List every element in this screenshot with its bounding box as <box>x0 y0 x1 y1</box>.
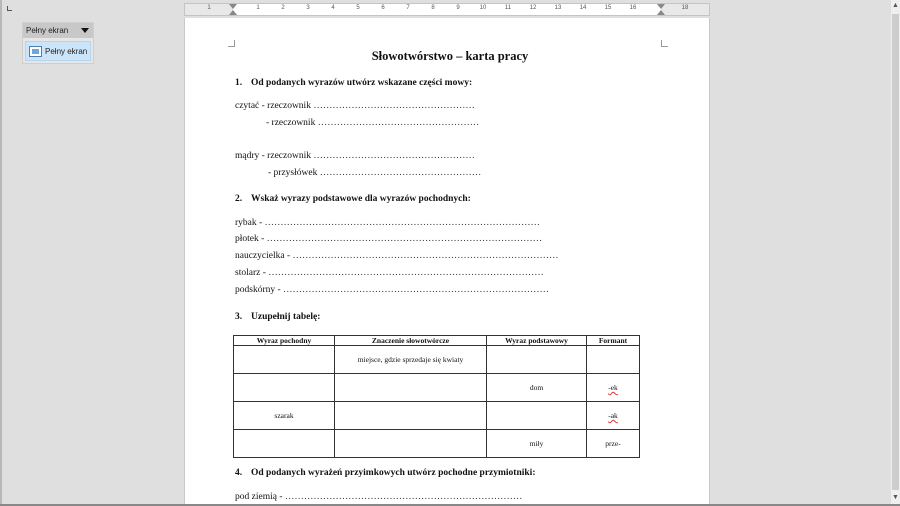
table-cell[interactable] <box>234 430 335 458</box>
ruler-tick: 12 <box>529 5 537 11</box>
table-row <box>234 346 640 374</box>
left-indent-marker[interactable] <box>229 4 237 15</box>
table-cell[interactable]: miejsce, gdzie sprzedaje się kwiaty <box>335 346 487 374</box>
table-row <box>234 430 640 458</box>
column-header: Wyraz pochodny <box>234 336 335 346</box>
ruler-tick: 18 <box>681 5 689 11</box>
line-text: pod ziemią - <box>235 492 285 502</box>
column-header: Wyraz podstawowy <box>487 336 587 346</box>
section-number: 1. <box>235 78 243 88</box>
ruler-tick: 10 <box>479 5 487 11</box>
document-title: Słowotwórstwo – karta pracy <box>371 49 529 63</box>
ruler-tick: 9 <box>456 5 460 11</box>
exercise-line <box>235 285 549 295</box>
answer-blank: …………………………………………………………………………… <box>266 234 543 244</box>
table-header-row <box>234 336 640 346</box>
table-cell[interactable] <box>487 402 587 430</box>
line-text: - przysłówek <box>268 168 320 178</box>
section-number: 4. <box>235 468 243 478</box>
section-number: 3. <box>235 312 243 322</box>
line-text: stolarz - <box>235 268 269 278</box>
answer-blank: …………………………………………… <box>313 151 475 161</box>
answer-blank: …………………………………………………………………………… <box>268 268 544 278</box>
line-text: czytać - rzeczownik <box>235 101 314 111</box>
ruler-tick: 5 <box>356 5 360 11</box>
section-4-heading <box>235 468 535 478</box>
answer-blank: …………………………………………………………………………… <box>264 218 541 228</box>
fullscreen-toolbar-header[interactable] <box>23 23 93 38</box>
table-cell[interactable] <box>234 374 335 402</box>
ruler-corner-tab-selector[interactable] <box>7 6 12 11</box>
ruler-tick: 13 <box>554 5 562 11</box>
exercise-line <box>235 151 475 161</box>
exercise-line <box>266 118 479 128</box>
fullscreen-toolbar-title: Pełny ekran <box>26 26 69 35</box>
line-text: rybak - <box>235 218 265 228</box>
right-indent-marker[interactable] <box>657 4 665 15</box>
section-1-heading <box>235 78 472 88</box>
ruler-tick: 8 <box>431 5 435 11</box>
table-cell[interactable]: szarak <box>234 402 335 430</box>
table-row <box>234 402 640 430</box>
ruler-tick: 11 <box>504 5 512 11</box>
exercise-line <box>235 218 540 228</box>
ruler-tick: 1 <box>256 5 260 11</box>
section-2-heading <box>235 194 471 204</box>
vertical-scrollbar[interactable] <box>891 0 900 506</box>
ruler-tick: 3 <box>306 5 310 11</box>
table-row <box>234 374 640 402</box>
horizontal-ruler[interactable] <box>184 3 710 16</box>
line-text: podskórny - <box>235 285 284 295</box>
answer-blank: ………………………………………………………………………… <box>283 285 550 295</box>
ruler-tick: 6 <box>381 5 385 11</box>
ruler-tick: 2 <box>281 5 285 11</box>
table-cell[interactable]: dom <box>487 374 587 402</box>
section-heading-text: Od podanych wyrażeń przyimkowych utwórz pochodne przymiotniki: <box>251 468 536 478</box>
word-formation-table[interactable] <box>233 335 640 458</box>
exercise-line <box>235 268 544 278</box>
section-heading-text: Uzupełnij tabelę: <box>251 312 321 322</box>
line-text: płotek - <box>235 234 267 244</box>
line-text: mądry - rzeczownik <box>235 151 314 161</box>
table-cell[interactable] <box>487 346 587 374</box>
page-corner-mark-left <box>228 40 235 47</box>
line-text: - rzeczownik <box>266 118 318 128</box>
exercise-line <box>268 168 481 178</box>
table-cell[interactable] <box>335 430 487 458</box>
answer-blank: ………………………………………………………………… <box>284 492 523 502</box>
column-header: Znaczenie słowotwórcze <box>335 336 487 346</box>
spellcheck-flagged-text: -ek <box>608 383 618 392</box>
table-cell[interactable] <box>587 346 640 374</box>
fullscreen-icon <box>29 46 42 57</box>
fullscreen-button-label: Pełny ekran <box>45 46 88 56</box>
ruler-tick: 14 <box>579 5 587 11</box>
answer-blank: ………………………………………………………………………… <box>292 251 559 261</box>
section-heading-text: Wskaż wyrazy podstawowe dla wyrazów pochodnych: <box>251 194 471 204</box>
table-cell[interactable]: prze- <box>587 430 640 458</box>
scroll-up-arrow-icon[interactable]: ▲ <box>892 2 899 9</box>
exercise-line <box>235 492 522 502</box>
dropdown-arrow-icon[interactable] <box>81 28 89 33</box>
ruler-tick: 7 <box>406 5 410 11</box>
fullscreen-toolbar <box>22 22 94 64</box>
ruler-tick: 15 <box>604 5 612 11</box>
scrollbar-thumb[interactable] <box>892 14 899 490</box>
scroll-down-arrow-icon[interactable]: ▼ <box>892 494 899 501</box>
fullscreen-button[interactable] <box>25 41 91 61</box>
answer-blank: …………………………………………… <box>319 168 482 178</box>
window-left-border <box>0 0 2 506</box>
answer-blank: …………………………………………… <box>317 118 480 128</box>
table-cell[interactable] <box>335 374 487 402</box>
table-cell[interactable]: miły <box>487 430 587 458</box>
spellcheck-flagged-text: -ak <box>608 411 618 420</box>
table-cell[interactable] <box>587 374 640 402</box>
exercise-line <box>235 101 475 111</box>
column-header: Formant <box>587 336 640 346</box>
ruler-tick: 4 <box>331 5 335 11</box>
table-cell[interactable] <box>234 346 335 374</box>
ruler-tick: 1 <box>207 5 211 11</box>
section-heading-text: Od podanych wyrazów utwórz wskazane części mowy: <box>251 78 473 88</box>
page-corner-mark-right <box>661 40 668 47</box>
document-page[interactable] <box>184 18 710 506</box>
exercise-line <box>235 234 542 244</box>
exercise-line <box>235 251 559 261</box>
section-number: 2. <box>235 194 243 204</box>
table-cell[interactable] <box>587 402 640 430</box>
ruler-tick: 16 <box>629 5 637 11</box>
answer-blank: …………………………………………… <box>313 101 475 111</box>
table-cell[interactable] <box>335 402 487 430</box>
line-text: nauczycielka - <box>235 251 293 261</box>
section-3-heading <box>235 312 320 322</box>
